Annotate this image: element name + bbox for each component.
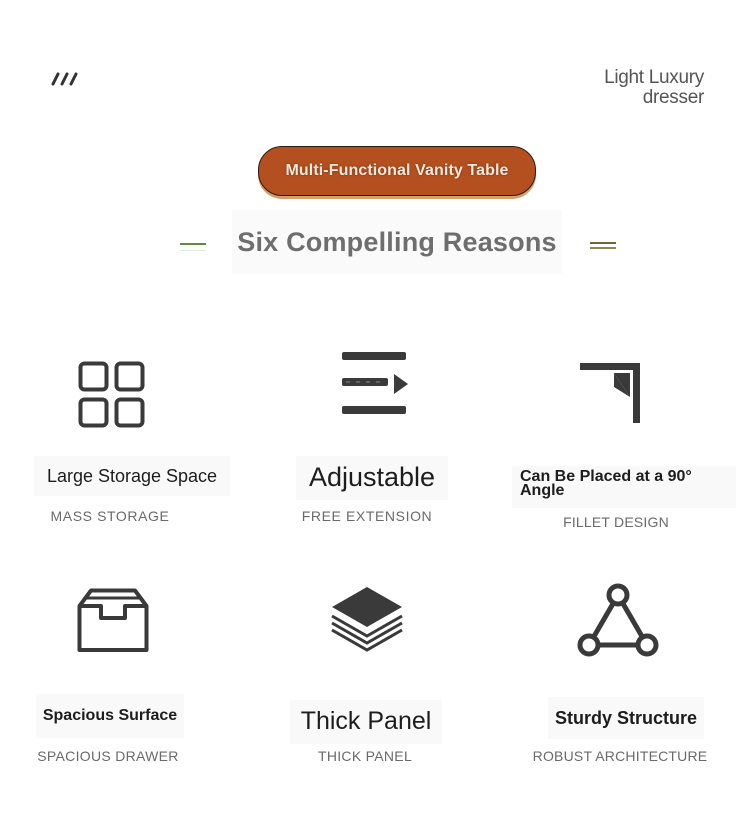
feature-subtitle-storage: MASS STORAGE: [50, 508, 170, 524]
slash-marks-icon: [50, 70, 84, 86]
feature-subtitle-surface: SPACIOUS DRAWER: [37, 748, 179, 764]
section-heading: [232, 210, 562, 274]
feature-subtitle-panel: THICK PANEL: [317, 748, 413, 764]
heading-dash-right: [590, 242, 616, 249]
banner-label: Multi-Functional Vanity Table: [285, 162, 509, 179]
feature-subtitle-adjustable: FREE EXTENSION: [301, 508, 433, 524]
feature-title-storage: Large Storage Space: [34, 456, 230, 496]
feature-title-panel: Thick Panel: [290, 700, 442, 744]
corner-angle-icon: [578, 361, 644, 425]
feature-title-structure: Sturdy Structure: [548, 697, 704, 739]
feature-subtitle-structure: ROBUST ARCHITECTURE: [532, 748, 708, 764]
brand-line-1: Light Luxury: [604, 67, 704, 88]
feature-title-adjustable: Adjustable: [296, 456, 448, 500]
section-title: Six Compelling Reasons: [237, 226, 557, 257]
layers-icon: [330, 585, 404, 657]
product-banner: [258, 146, 536, 196]
drawer-tray-icon: [77, 588, 149, 652]
triangle-structure-icon: [577, 583, 659, 657]
feature-subtitle-angle: FILLET DESIGN: [563, 514, 669, 530]
grid-icon: [78, 361, 146, 429]
brand-line-2: dresser: [642, 87, 704, 108]
heading-dash-left: [180, 243, 206, 251]
feature-title-surface: Spacious Surface: [36, 694, 184, 738]
brand-name: [604, 68, 704, 108]
feature-title-angle: Can Be Placed at a 90° Angle: [512, 466, 736, 508]
extend-icon: [340, 350, 410, 418]
